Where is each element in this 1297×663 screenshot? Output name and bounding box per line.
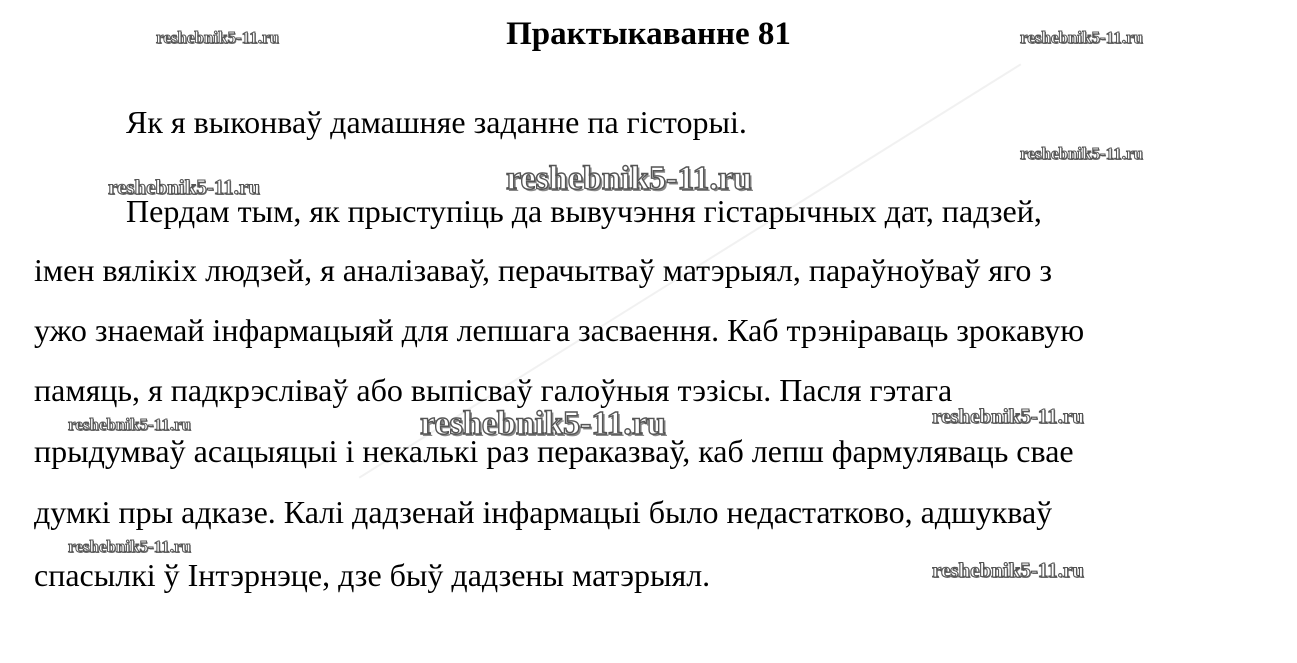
watermark-text: reshebnik5-11.ru: [1020, 144, 1143, 163]
paragraph-line-5: прыдумваў асацыяцыі і некалькі раз пераказваў, каб лепш фармуляваць свае: [34, 433, 1074, 469]
watermark-text: reshebnik5-11.ru: [932, 404, 1084, 428]
watermark-text: reshebnik5-11.ru: [108, 175, 260, 199]
paragraph-line-3: ужо знаемай інфармацыяй для лепшага засваення. Каб трэніраваць зрокавую: [34, 312, 1085, 348]
page-title: Практыкаванне 81: [506, 16, 791, 52]
paragraph-intro: Як я выконваў дамашняе заданне па гісторыі.: [126, 104, 747, 140]
paragraph-line-4: памяць, я падкрэсліваў або выпісваў галоўныя тэзісы. Пасля гэтага: [34, 372, 953, 408]
watermark-text: reshebnik5-11.ru: [420, 405, 666, 442]
paragraph-line-7: спасылкі ў Інтэрнэце, дзе быў дадзены матэрыял.: [34, 557, 711, 593]
paragraph-line-2: імен вялікіх людзей, я аналізаваў, перачытваў матэрыял, параўноўваў яго з: [34, 252, 1053, 288]
paragraph-line-1: Пердам тым, як прыступіць да вывучэння гістарычных дат, падзей,: [126, 193, 1042, 229]
watermark-text: reshebnik5-11.ru: [506, 160, 752, 197]
paragraph-line-6: думкі пры адказе. Калі дадзенай інфармацыі было недастатково, адшукваў: [34, 494, 1053, 530]
watermark-text: reshebnik5-11.ru: [68, 537, 191, 556]
watermark-text: reshebnik5-11.ru: [932, 558, 1084, 582]
watermark-text: reshebnik5-11.ru: [156, 28, 279, 47]
watermark-text: reshebnik5-11.ru: [1020, 28, 1143, 47]
watermark-text: reshebnik5-11.ru: [68, 415, 191, 434]
